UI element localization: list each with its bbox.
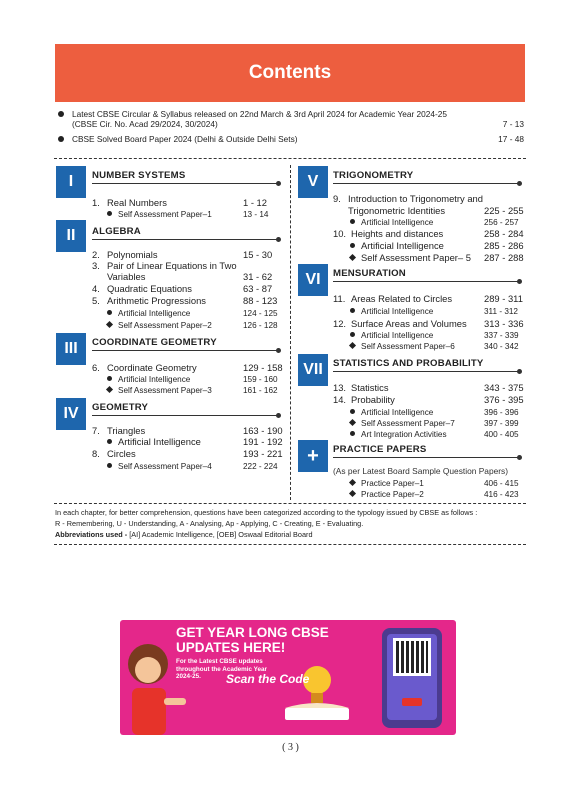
divider: [54, 503, 526, 504]
unit-badge: V: [298, 166, 328, 198]
bullet-icon: [350, 308, 355, 313]
abbreviations: Abbreviations used - [AI] Academic Intelligence, [OEB] Oswaal Editorial Board: [55, 529, 313, 539]
divider: [54, 158, 526, 159]
sub-entry[interactable]: Artificial Intelligence 337 - 339: [350, 330, 528, 341]
scan-code-label: Scan the Code: [226, 672, 310, 686]
diamond-icon: [106, 321, 113, 328]
chapter-entry[interactable]: 3. Pair of Linear Equations in Two: [92, 260, 237, 271]
unit-title: NUMBER SYSTEMS: [92, 170, 186, 181]
unit-underline: [333, 457, 519, 458]
sub-entry[interactable]: Artificial Intelligence 396 - 396: [350, 407, 528, 418]
unit-title: COORDINATE GEOMETRY: [92, 337, 217, 348]
chapter-entry[interactable]: 7. Triangles 163 - 190: [92, 425, 283, 436]
bullet-icon: [107, 463, 112, 468]
bullet-icon: [107, 376, 112, 381]
sub-entry[interactable]: Artificial Intelligence 124 - 125: [107, 308, 287, 319]
unit-underline: [92, 415, 278, 416]
intro-pages: 7 - 13: [502, 119, 524, 130]
chapter-entry[interactable]: 9. Introduction to Trigonometry and: [333, 193, 483, 204]
sub-entry[interactable]: Self Assessment Paper–7 397 - 399: [350, 418, 528, 429]
promo-headline: GET YEAR LONG CBSE UPDATES HERE!: [176, 625, 329, 655]
intro-pages: 17 - 48: [498, 134, 524, 145]
diamond-icon: [349, 254, 356, 261]
unit-title: GEOMETRY: [92, 402, 149, 413]
bullet-icon: [58, 111, 64, 117]
unit-title: MENSURATION: [333, 268, 406, 279]
intro-item[interactable]: [58, 109, 524, 129]
bullet-icon: [350, 332, 355, 337]
divider: [54, 544, 526, 545]
practice-note: (As per Latest Board Sample Question Papers): [333, 466, 509, 476]
sub-entry[interactable]: Self Assessment Paper–3 161 - 162: [107, 385, 287, 396]
unit-badge: III: [56, 333, 86, 365]
promo-subtext: For the Latest CBSE updates throughout the Academic Year 2024-25.: [176, 658, 267, 680]
intro-text: Latest CBSE Circular & Syllabus released on 22nd March & 3rd April 2024 for Academic Year 2024-25 (CBSE Cir. No. Acad 29/2024, 30/2024): [72, 109, 447, 130]
chapter-entry[interactable]: 10. Heights and distances 258 - 284: [333, 228, 524, 239]
qr-code-icon[interactable]: [393, 638, 431, 676]
page-number: ( 3 ): [282, 742, 299, 753]
bullet-icon: [350, 243, 355, 248]
sub-entry[interactable]: Art Integration Activities 400 - 405: [350, 429, 528, 440]
unit-underline: [333, 183, 519, 184]
unit-underline: [92, 239, 278, 240]
sub-entry[interactable]: Artificial Intelligence 256 - 257: [350, 217, 528, 228]
chapter-entry[interactable]: 13. Statistics 343 - 375: [333, 382, 524, 393]
unit-title: PRACTICE PAPERS: [333, 444, 427, 455]
chapter-entry[interactable]: 14. Probability 376 - 395: [333, 394, 524, 405]
diamond-icon: [349, 419, 356, 426]
bullet-icon: [350, 219, 355, 224]
sub-entry[interactable]: Practice Paper–2 416 - 423: [350, 489, 528, 500]
intro-list: [58, 109, 524, 145]
unit-underline: [333, 371, 519, 372]
typology-line: In each chapter, for better comprehension, questions have been categorized according to the typology issued by CBSE as follows :: [55, 508, 478, 517]
bullet-icon: [107, 439, 112, 444]
unit-underline: [333, 281, 519, 282]
promo-banner[interactable]: [120, 620, 456, 735]
bullet-icon: [58, 136, 64, 142]
intro-item[interactable]: [58, 134, 524, 144]
bullet-icon: [107, 211, 112, 216]
sub-entry[interactable]: Self Assessment Paper–4 222 - 224: [107, 461, 287, 472]
sub-entry[interactable]: Self Assessment Paper–6 340 - 342: [350, 341, 528, 352]
unit-title: STATISTICS AND PROBABILITY: [333, 358, 484, 369]
intro-text: CBSE Solved Board Paper 2024 (Delhi & Outside Delhi Sets): [72, 134, 298, 145]
chapter-entry[interactable]: 5. Arithmetic Progressions 88 - 123: [92, 295, 278, 306]
chapter-entry-cont[interactable]: Trigonometric Identities 225 - 255: [348, 205, 524, 216]
bullet-icon: [350, 409, 355, 414]
unit-badge: I: [56, 166, 86, 198]
sub-entry[interactable]: Artificial Intelligence 311 - 312: [350, 306, 528, 317]
diamond-icon: [349, 479, 356, 486]
chapter-entry[interactable]: 11. Areas Related to Circles 289 - 311: [333, 293, 523, 304]
sub-entry[interactable]: Artificial Intelligence 191 - 192: [107, 436, 287, 447]
unit-badge: IV: [56, 398, 86, 430]
sub-entry[interactable]: Practice Paper–1 406 - 415: [350, 478, 528, 489]
bullet-icon: [107, 310, 112, 315]
sub-entry[interactable]: Self Assessment Paper–1 13 - 14: [107, 209, 287, 220]
sub-entry[interactable]: Artificial Intelligence 285 - 286: [350, 240, 528, 251]
sub-entry[interactable]: Artificial Intelligence 159 - 160: [107, 374, 287, 385]
typology-codes: R - Remembering, U - Understanding, A - Analysing, Ap - Applying, C - Creating, E - Evaluating.: [55, 518, 364, 528]
unit-badge: VI: [298, 264, 328, 296]
bullet-icon: [350, 431, 355, 436]
chapter-entry[interactable]: 6. Coordinate Geometry 129 - 158: [92, 362, 283, 373]
unit-underline: [92, 350, 278, 351]
unit-title: ALGEBRA: [92, 226, 141, 237]
sub-entry[interactable]: Self Assessment Paper– 5 287 - 288: [350, 252, 528, 263]
page-title: Contents: [248, 62, 332, 83]
column-divider: [290, 165, 291, 500]
chapter-entry[interactable]: 12. Surface Areas and Volumes 313 - 336: [333, 318, 524, 329]
sub-entry[interactable]: Self Assessment Paper–2 126 - 128: [107, 320, 287, 331]
diamond-icon: [106, 386, 113, 393]
typology-notes: [55, 508, 527, 540]
unit-badge: +: [298, 440, 328, 472]
chapter-entry[interactable]: 8. Circles 193 - 221: [92, 448, 283, 459]
unit-badge: II: [56, 220, 86, 252]
diamond-icon: [349, 490, 356, 497]
unit-title: TRIGONOMETRY: [333, 170, 414, 181]
chapter-entry[interactable]: 2. Polynomials 15 - 30: [92, 249, 273, 260]
unit-badge: VII: [298, 354, 328, 386]
diamond-icon: [349, 342, 356, 349]
contents-banner: [55, 44, 525, 102]
chapter-entry[interactable]: 1. Real Numbers 1 - 12: [92, 197, 267, 208]
chapter-entry[interactable]: 4. Quadratic Equations 63 - 87: [92, 283, 273, 294]
chapter-entry-cont[interactable]: Variables 31 - 62: [107, 271, 273, 282]
unit-underline: [92, 183, 278, 184]
